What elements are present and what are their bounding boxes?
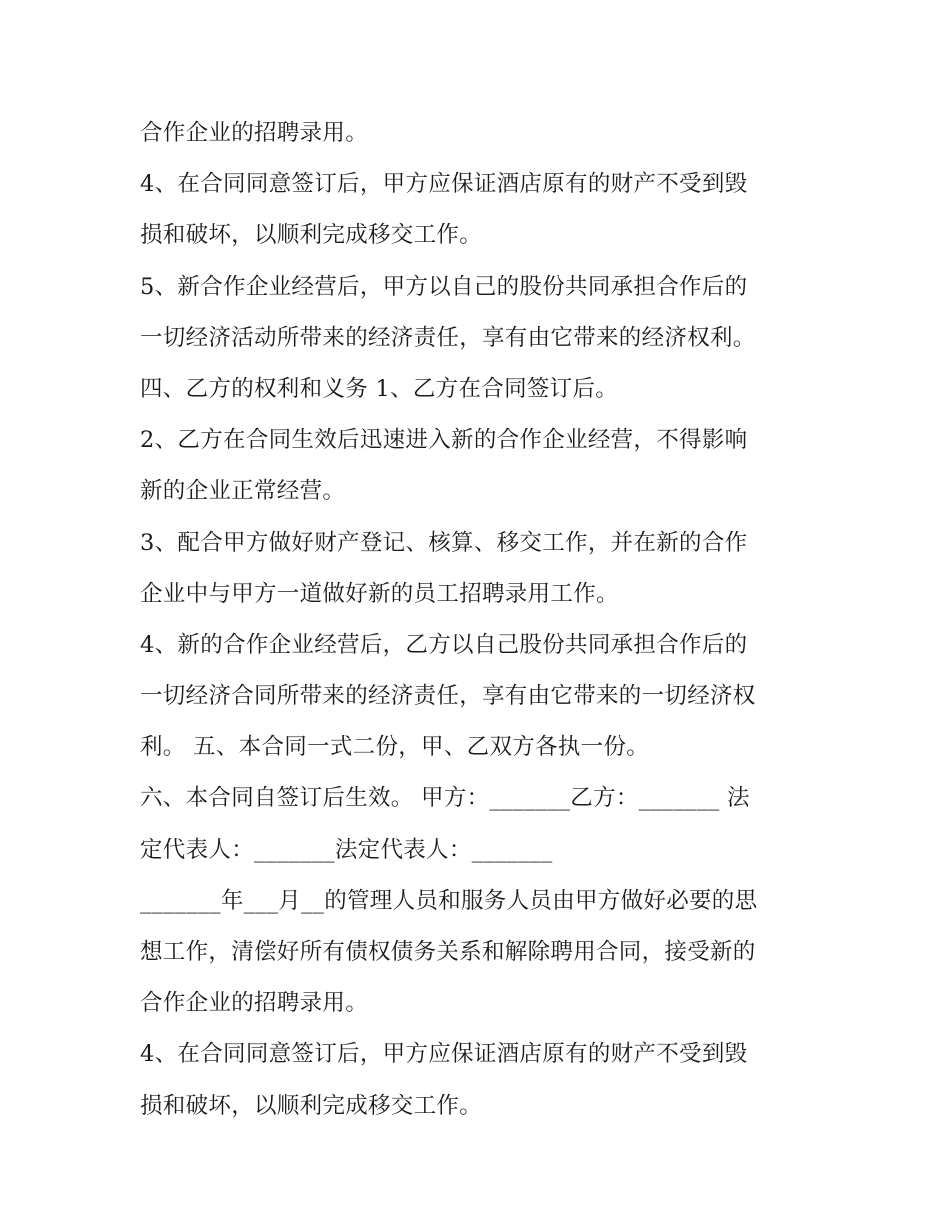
text-line: 合作企业的招聘录用。 — [140, 120, 369, 146]
section-heading-line: 四、乙方的权利和义务 1、乙方在合同签订后。 — [140, 375, 619, 402]
text-line: 利。 五、本合同一式二份，甲、乙双方各执一份。 — [140, 734, 650, 761]
text-line: 损和破坏，以顺利完成移交工作。 — [140, 1092, 483, 1119]
text-line: 一切经济活动所带来的经济责任，享有由它带来的经济权利。 — [140, 324, 756, 351]
signature-line: 六、本合同自签订后生效。 甲方：_______乙方：_______ 法 — [140, 785, 750, 812]
signature-line: 定代表人：_______法定代表人：_______ — [140, 836, 553, 863]
text-line: 3、配合甲方做好财产登记、核算、移交工作，并在新的合作 — [140, 529, 748, 556]
text-line: 新的企业正常经营。 — [140, 478, 346, 505]
text-line: _______年___月__的管理人员和服务人员由甲方做好必要的思 — [140, 887, 758, 914]
text-line: 一切经济合同所带来的经济责任，享有由它带来的一切经济权 — [140, 683, 756, 710]
text-line: 4、在合同同意签订后，甲方应保证酒店原有的财产不受到毁 — [140, 1041, 748, 1068]
text-line: 想工作，清偿好所有债权债务关系和解除聘用合同，接受新的 — [140, 939, 756, 965]
text-line: 合作企业的招聘录用。 — [140, 990, 369, 1017]
text-line: 4、新的合作企业经营后，乙方以自己股份共同承担合作后的 — [140, 631, 748, 658]
text-line: 4、在合同同意签订后，甲方应保证酒店原有的财产不受到毁 — [140, 171, 748, 198]
text-line: 2、乙方在合同生效后迅速进入新的合作企业经营，不得影响 — [140, 427, 748, 454]
text-line: 企业中与甲方一道做好新的员工招聘录用工作。 — [140, 580, 619, 607]
text-line: 损和破坏，以顺利完成移交工作。 — [140, 222, 483, 249]
document-body — [140, 108, 820, 1132]
text-line: 5、新合作企业经营后，甲方以自己的股份共同承担合作后的 — [140, 273, 748, 300]
